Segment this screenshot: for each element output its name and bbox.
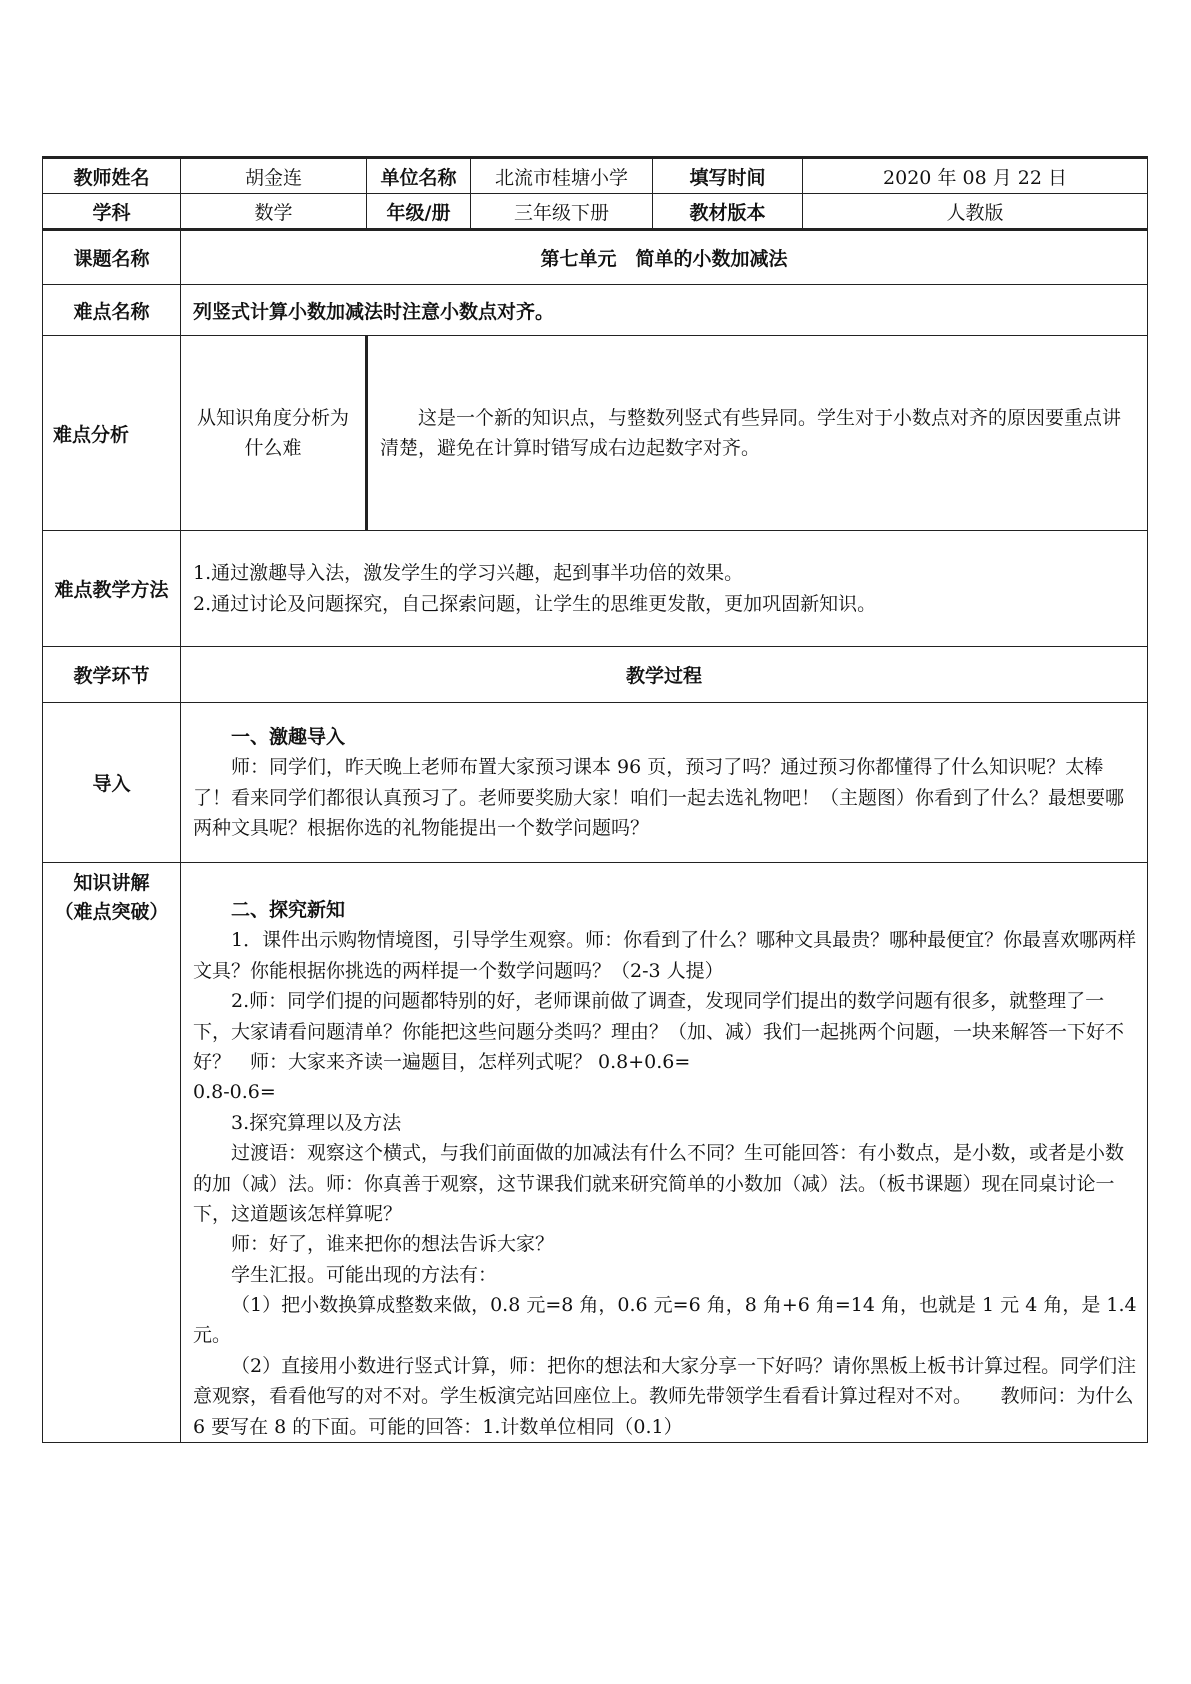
date-value: 2020 年 08 月 22 日 [803, 158, 1148, 194]
teacher-label: 教师姓名 [43, 158, 181, 194]
knowledge-paragraph: 学生汇报。可能出现的方法有： [231, 1263, 498, 1286]
knowledge-paragraph: （1）把小数换算成整数来做，0.8 元=8 角，0.6 元=6 角，8 角+6 角=14 角，也就是 1 元 4 角，是 1.4 元。 [193, 1294, 1137, 1347]
knowledge-paragraph: 2.师：同学们提的问题都特别的好，老师课前做了调查，发现同学们提出的数学问题有很多，就整理了一下，大家请看问题清单？你能把这些问题分类吗？理由？（加、减）我们一起挑两个问题，一块来解答一下好不好？ 师：大家来齐读一遍题目，怎样列式呢？ 0.8+0.6= [193, 990, 1125, 1073]
knowledge-label [43, 863, 181, 1443]
edition-label: 教材版本 [653, 194, 803, 230]
intro-row [43, 703, 1148, 863]
knowledge-paragraph: 过渡语：观察这个横式，与我们前面做的加减法有什么不同？生可能回答：有小数点，是小数，或者是小数的加（减）法。师：你真善于观察，这节课我们就来研究简单的小数加（减）法。（板书课题）现在同桌讨论一下，这道题该怎样算呢？ [193, 1142, 1125, 1225]
knowledge-paragraph: 1．课件出示购物情境图，引导学生观察。师：你看到了什么？哪种文具最贵？哪种最便宜？你最喜欢哪两样文具？你能根据你挑选的两样提一个数学问题吗？（2-3 人提） [193, 929, 1137, 982]
knowledge-paragraph: 3.探究算理以及方法 [231, 1111, 402, 1134]
teacher-value: 胡金连 [181, 158, 367, 194]
topic-value: 第七单元 简单的小数加减法 [181, 230, 1148, 285]
intro-cell [181, 703, 1148, 863]
intro-label: 导入 [43, 703, 181, 863]
grade-value: 三年级下册 [471, 194, 653, 230]
methods-label: 难点教学方法 [43, 531, 181, 647]
knowledge-heading: 二、探究新知 [231, 899, 346, 921]
school-label: 单位名称 [367, 158, 471, 194]
analysis-label: 难点分析 [43, 336, 181, 531]
process-stage-label: 教学环节 [43, 647, 181, 703]
methods-row [43, 531, 1148, 647]
method-item: 1.通过激趣导入法，激发学生的学习兴趣，起到事半功倍的效果。 [193, 562, 744, 585]
difficulty-row [43, 285, 1148, 336]
lesson-plan-table [42, 156, 1148, 1443]
topic-row [43, 230, 1148, 285]
intro-heading: 一、激趣导入 [231, 725, 346, 748]
intro-text: 师：同学们，昨天晚上老师布置大家预习课本 96 页，预习了吗？通过预习你都懂得了什么知识呢？太棒了！看来同学们都很认真预习了。老师要奖励大家！咱们一起去选礼物吧！（主题图）你看到了什么？最想要哪两种文具呢？根据你选的礼物能提出一个数学问题吗？ [193, 756, 1125, 839]
header-row-2 [43, 194, 1148, 230]
analysis-row [43, 336, 1148, 531]
edition-value: 人教版 [803, 194, 1148, 230]
knowledge-paragraph: （2）直接用小数进行竖式计算，师：把你的想法和大家分享一下好吗？请你黑板上板书计算过程。同学们注意观察，看看他写的对不对。学生板演完站回座位上。教师先带领学生看看计算过程对不对。 教师问：为什么 6 要写在 8 的下面。可能的回答：1.计数单位相同（0.1） [193, 1354, 1137, 1438]
knowledge-label-line1: 知识讲解 [73, 872, 150, 894]
process-label: 教学过程 [181, 647, 1148, 703]
knowledge-cell [181, 863, 1148, 1443]
header-row-1 [43, 158, 1148, 194]
analysis-text: 这是一个新的知识点，与整数列竖式有些异同。学生对于小数点对齐的原因要重点讲清楚，避免在计算时错写成右边起数字对齐。 [380, 406, 1122, 459]
difficulty-value: 列竖式计算小数加减法时注意小数点对齐。 [181, 285, 1148, 336]
date-label: 填写时间 [653, 158, 803, 194]
analysis-text-cell [367, 336, 1148, 531]
difficulty-label: 难点名称 [43, 285, 181, 336]
method-item: 2.通过讨论及问题探究，自己探索问题，让学生的思维更发散，更加巩固新知识。 [193, 592, 877, 615]
grade-label: 年级/册 [367, 194, 471, 230]
knowledge-paragraph: 师：好了，谁来把你的想法告诉大家？ [231, 1233, 555, 1256]
knowledge-row [43, 863, 1148, 1443]
knowledge-label-line2: （难点突破） [54, 900, 169, 923]
process-header-row [43, 647, 1148, 703]
topic-label: 课题名称 [43, 230, 181, 285]
school-value: 北流市桂塘小学 [471, 158, 653, 194]
methods-cell [181, 531, 1148, 647]
subject-value: 数学 [181, 194, 367, 230]
subject-label: 学科 [43, 194, 181, 230]
analysis-sub-label: 从知识角度分析为什么难 [181, 336, 367, 531]
knowledge-paragraph: 0.8-0.6= [193, 1081, 276, 1104]
